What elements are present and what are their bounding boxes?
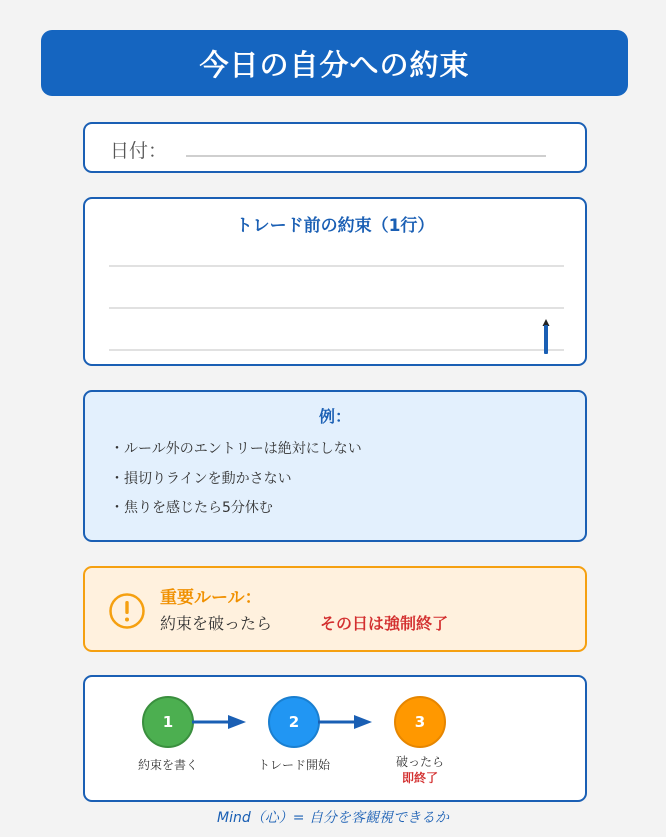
rule-emphasis: その日は強制終了 [320,614,449,633]
step-3-label: 破ったら [395,755,444,769]
step-3-circle [394,696,446,748]
step-number: 2 [288,713,300,731]
page-title: 今日の自分への約束 [199,47,470,82]
step-number: 3 [414,713,426,731]
date-card [83,122,587,173]
title-banner [41,30,628,96]
promise-write-line[interactable] [109,265,564,267]
step-2-label: トレード開始 [257,758,330,772]
step-3-sublabel: 即終了 [401,771,438,785]
example-heading: 例： [318,407,351,426]
example-item: ・ルール外のエントリーは絶対にしない [110,441,362,457]
arrow-right-icon [318,712,374,732]
step-1-circle [142,696,194,748]
pen-icon [540,319,552,355]
example-card [83,390,587,542]
promise-heading: トレード前の約束（1行） [235,216,435,236]
example-item: ・損切りラインを動かさない [110,470,292,487]
example-item: ・焦りを感じたら5分休む [110,500,273,516]
promise-write-line[interactable] [109,349,564,351]
arrow-right-icon [192,712,248,732]
step-2-circle [268,696,320,748]
footer-note: Mind（心）= 自分を客観視できるか [217,810,449,826]
promise-write-line[interactable] [109,307,564,309]
step-1-label: 約束を書く [137,758,198,772]
rule-text: 約束を破ったら [160,614,273,633]
example-list [110,439,362,528]
flow-card [83,675,587,802]
rule-heading: 重要ルール： [160,588,262,608]
step-number: 1 [162,713,174,731]
date-input-line[interactable] [186,155,546,157]
warning-icon [108,592,146,630]
date-label: 日付： [110,140,168,162]
promise-card [83,197,587,366]
important-rule-card [83,566,587,652]
